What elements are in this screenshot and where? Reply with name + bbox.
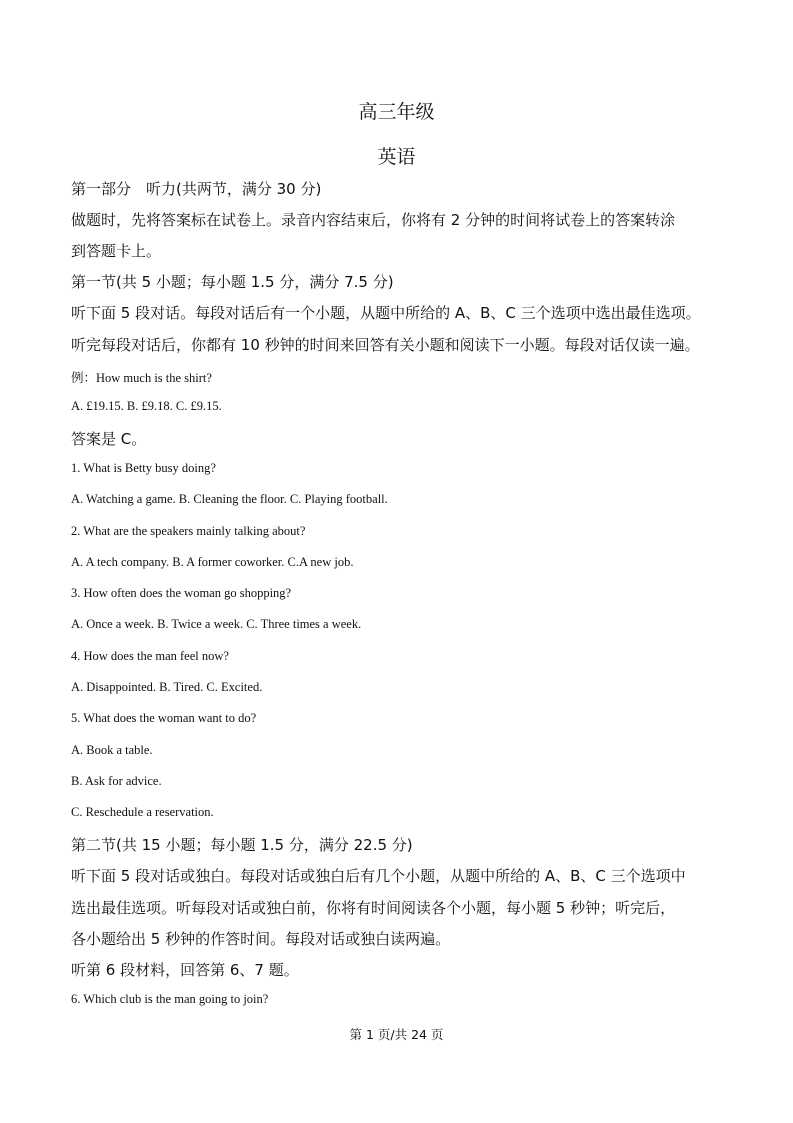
page-number: 第 1 页/共 24 页 bbox=[349, 1027, 444, 1042]
question-4-options: A. Disappointed. B. Tired. C. Excited. bbox=[71, 680, 263, 694]
question-1: 1. What is Betty busy doing? bbox=[71, 461, 216, 475]
material-6-heading: 听第 6 段材料，回答第 6、7 题。 bbox=[71, 961, 299, 979]
section1-title: 第一节(共 5 小题；每小题 1.5 分，满分 7.5 分) bbox=[71, 273, 394, 291]
question-3-options: A. Once a week. B. Twice a week. C. Three times a week. bbox=[71, 617, 362, 631]
section2-instruction-1: 听下面 5 段对话或独白。每段对话或独白后有几个小题，从题中所给的 A、B、C 三个选项中 bbox=[71, 867, 686, 885]
example-question: 例：How much is the shirt? bbox=[71, 371, 212, 385]
section2-title: 第二节(共 15 小题；每小题 1.5 分，满分 22.5 分) bbox=[71, 836, 413, 854]
section1-instruction-2: 听完每段对话后，你都有 10 秒钟的时间来回答有关小题和阅读下一小题。每段对话仅读一遍。 bbox=[71, 336, 700, 354]
question-4: 4. How does the man feel now? bbox=[71, 649, 229, 663]
question-5-option-a: A. Book a table. bbox=[71, 743, 153, 757]
part1-instruction-1: 做题时，先将答案标在试卷上。录音内容结束后，你将有 2 分钟的时间将试卷上的答案转涂 bbox=[71, 211, 676, 229]
question-1-options: A. Watching a game. B. Cleaning the floor. C. Playing football. bbox=[71, 492, 388, 506]
question-3: 3. How often does the woman go shopping? bbox=[71, 586, 292, 600]
question-5-option-c: C. Reschedule a reservation. bbox=[71, 805, 214, 819]
question-2: 2. What are the speakers mainly talking about? bbox=[71, 524, 306, 538]
question-2-options: A. A tech company. B. A former coworker. C.A new job. bbox=[71, 555, 354, 569]
question-5-option-b: B. Ask for advice. bbox=[71, 774, 162, 788]
question-5: 5. What does the woman want to do? bbox=[71, 711, 257, 725]
subject-title: 英语 bbox=[377, 146, 416, 168]
section2-instruction-3: 各小题给出 5 秒钟的作答时间。每段对话或独白读两遍。 bbox=[71, 930, 451, 948]
section2-instruction-2: 选出最佳选项。听每段对话或独白前，你将有时间阅读各个小题，每小题 5 秒钟；听完后， bbox=[71, 899, 676, 917]
example-options: A. £19.15. B. £9.18. C. £9.15. bbox=[71, 399, 222, 413]
part1-title: 第一部分 听力(共两节，满分 30 分) bbox=[71, 180, 322, 198]
grade-title: 高三年级 bbox=[358, 101, 435, 123]
section1-instruction-1: 听下面 5 段对话。每段对话后有一个小题，从题中所给的 A、B、C 三个选项中选出最佳选项。 bbox=[71, 304, 701, 322]
example-answer: 答案是 C。 bbox=[71, 430, 147, 448]
question-6: 6. Which club is the man going to join? bbox=[71, 992, 269, 1006]
part1-instruction-2: 到答题卡上。 bbox=[71, 242, 162, 260]
